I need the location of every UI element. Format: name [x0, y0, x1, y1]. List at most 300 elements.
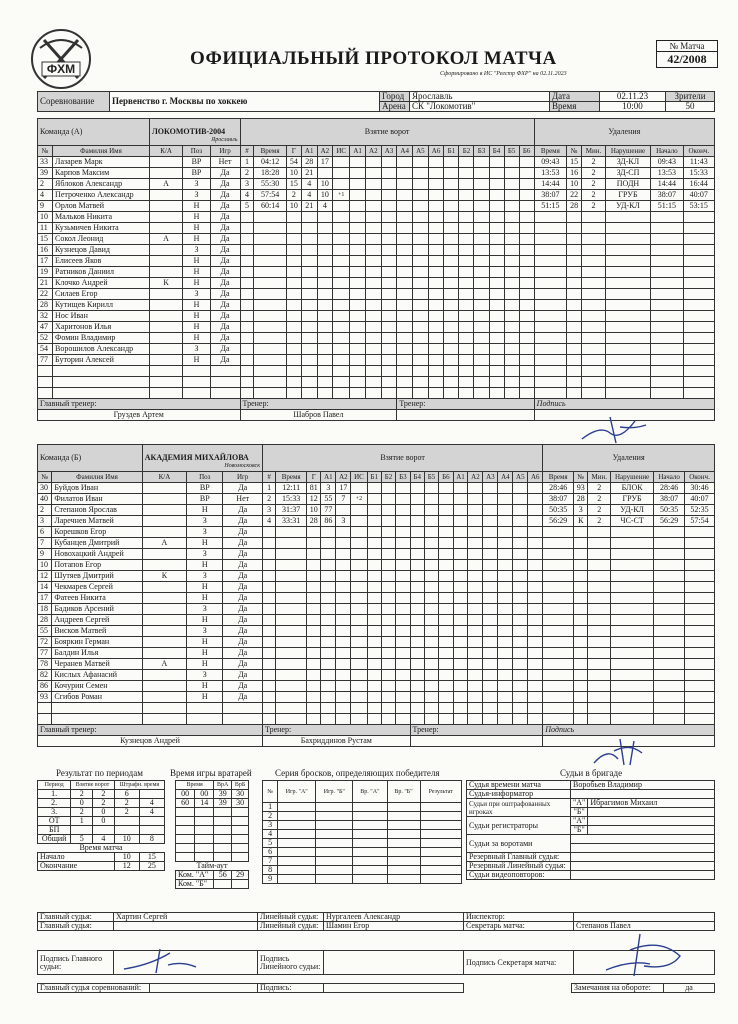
pen-violation: ГРУБ: [605, 190, 650, 201]
onice-cell: [513, 516, 528, 527]
player-ka: [149, 344, 182, 355]
pen-minutes: [588, 538, 611, 549]
time-judge-value: Воробьев Владимир: [571, 781, 715, 790]
onice-cell: [513, 615, 528, 626]
player-row: [38, 355, 715, 366]
goalie-min: [176, 835, 195, 844]
shootout-cell: [387, 848, 420, 857]
onice-cell: [367, 626, 381, 637]
goal-situation: [333, 179, 350, 190]
onice-cell: [528, 637, 543, 648]
onice-cell: [439, 560, 453, 571]
col-ka: К/А: [149, 146, 182, 157]
shootout-row: [263, 875, 462, 884]
onice-cell: [468, 604, 483, 615]
pen-start: [651, 245, 683, 256]
player-number: 47: [38, 322, 53, 333]
pen-player: [567, 377, 582, 388]
onice-cell: [474, 234, 489, 245]
goalie-a: [214, 826, 232, 835]
pen-start: [651, 333, 683, 344]
player-row: [38, 516, 715, 527]
player-pos: Н: [187, 659, 223, 670]
onice-cell: [528, 571, 543, 582]
pen-end: [683, 256, 714, 267]
onice-cell: [381, 648, 395, 659]
onice-cell: [498, 648, 513, 659]
goal-no: [240, 256, 254, 267]
player-row: [38, 190, 715, 201]
onice-cell: [519, 212, 534, 223]
page-subtitle: Сформировано в ИС "Реестр ФХР" на 02.11.2023: [440, 71, 567, 77]
pen-start: [651, 267, 683, 278]
player-name: Нос Иван: [53, 311, 150, 322]
goal-assist2: [317, 311, 333, 322]
onice-cell: [396, 505, 410, 516]
pen-violation: [611, 681, 654, 692]
onice-cell: [459, 289, 474, 300]
player-number: 33: [38, 157, 53, 168]
goalie-time-col: Время: [176, 781, 214, 790]
player-ka: [149, 300, 182, 311]
goalie-sec: [195, 808, 214, 817]
onice-cell: [367, 527, 381, 538]
player-ka: [149, 168, 182, 179]
onice-cell: [453, 582, 468, 593]
player-pos: Н: [183, 278, 210, 289]
onice-cell: [396, 615, 410, 626]
goal-situation: [333, 168, 350, 179]
player-played: Да: [210, 333, 240, 344]
pen-player: [567, 234, 582, 245]
onice-cell: [453, 670, 468, 681]
goal-assist2: [336, 571, 351, 582]
pen-violation: [605, 344, 650, 355]
goal-no: [263, 626, 276, 637]
onice-cell: [396, 483, 410, 494]
player-played: Да: [210, 179, 240, 190]
onice-cell: [350, 267, 366, 278]
pen-player: [574, 582, 588, 593]
match-number-label: № Матча: [657, 41, 717, 52]
onice-cell: [489, 190, 504, 201]
player-played: Да: [223, 626, 263, 637]
player-row: [38, 388, 715, 399]
goal-assist2: [336, 505, 351, 516]
onice-cell: [350, 168, 366, 179]
player-row: [38, 179, 715, 190]
pen-time: [543, 582, 574, 593]
player-played: Да: [210, 322, 240, 333]
period-row: [38, 817, 165, 826]
onice-cell: [498, 692, 513, 703]
shootout-col-0: №: [263, 781, 278, 803]
player-number: [38, 377, 53, 388]
player-ka: К: [142, 571, 186, 582]
pen-start: [651, 344, 683, 355]
player-name: Силаев Егор: [53, 289, 150, 300]
pen-minutes: [588, 659, 611, 670]
pen-start: [651, 223, 683, 234]
period-row: [38, 835, 165, 844]
onice-cell: [504, 278, 519, 289]
goal-no: [263, 615, 276, 626]
player-ka: А: [142, 538, 186, 549]
goal-situation: [333, 355, 350, 366]
onice-cell: [474, 388, 489, 399]
goal-time: [276, 604, 307, 615]
shootout-cell: [420, 866, 461, 875]
col-goal-13: А2: [468, 472, 483, 483]
goal-time: [254, 366, 286, 377]
player-ka: [149, 355, 182, 366]
player-row: [38, 648, 715, 659]
shootout-no: 5: [263, 839, 278, 848]
goal-time: [276, 527, 307, 538]
goal-scorer: 54: [286, 157, 301, 168]
pen-end: [683, 223, 714, 234]
goal-situation: [333, 234, 350, 245]
onice-cell: [397, 267, 413, 278]
player-name: Бояркин Герман: [52, 637, 142, 648]
player-row: [38, 505, 715, 516]
onice-cell: [381, 157, 397, 168]
onice-cell: [428, 311, 444, 322]
player-name: Потапов Егор: [52, 560, 142, 571]
goal-situation: [351, 692, 367, 703]
goal-assist2: [336, 681, 351, 692]
goal-time: [276, 659, 307, 670]
col-pen-3: Нарушение: [605, 146, 650, 157]
coach-2-value: [410, 736, 543, 747]
player-played: Да: [210, 245, 240, 256]
player-pos: [183, 366, 210, 377]
onice-cell: [513, 483, 528, 494]
shootout-cell: [278, 866, 316, 875]
player-name: Мальков Никита: [53, 212, 150, 223]
goalie-row: [176, 844, 249, 853]
goal-assist1: [301, 355, 317, 366]
goal-assist2: [336, 615, 351, 626]
onice-cell: [439, 571, 453, 582]
goalie-a-col: ВрА: [214, 781, 232, 790]
player-ka: [142, 560, 186, 571]
onice-cell: [483, 571, 498, 582]
onice-cell: [439, 714, 453, 725]
pen-player: 10: [567, 179, 582, 190]
period-pim-a: 10: [114, 835, 139, 844]
goal-time: [276, 714, 307, 725]
onice-cell: [365, 179, 381, 190]
pen-start: [651, 366, 683, 377]
pen-minutes: [588, 681, 611, 692]
goal-scorer: [286, 256, 301, 267]
period-name: 2.: [38, 799, 71, 808]
pen-start: 56:29: [654, 516, 685, 527]
onice-cell: [513, 670, 528, 681]
onice-cell: [519, 267, 534, 278]
main-judge-1: Хартин Сергей: [114, 913, 258, 922]
goal-time: [276, 615, 307, 626]
onice-cell: [504, 355, 519, 366]
onice-cell: [468, 648, 483, 659]
onice-cell: [424, 659, 438, 670]
city-label: Город: [380, 92, 410, 102]
onice-cell: [410, 593, 424, 604]
onice-cell: [424, 516, 438, 527]
timeout-title-row: [176, 862, 249, 871]
pen-player: [574, 692, 588, 703]
pen-start: [651, 300, 683, 311]
onice-cell: [453, 637, 468, 648]
goal-situation: [351, 538, 367, 549]
onice-cell: [397, 278, 413, 289]
time-judge-label: Судья времени матча: [467, 781, 571, 790]
onice-cell: [397, 212, 413, 223]
shootout-cell: [420, 830, 461, 839]
goal-assist2: [317, 388, 333, 399]
pen-player: [574, 549, 588, 560]
player-number: 6: [38, 527, 52, 538]
onice-cell: [489, 234, 504, 245]
player-row: [38, 582, 715, 593]
goalie-min: [176, 844, 195, 853]
onice-cell: [459, 179, 474, 190]
pen-minutes: [588, 637, 611, 648]
pen-violation: [611, 571, 654, 582]
onice-cell: [428, 245, 444, 256]
goal-time: [276, 560, 307, 571]
goal-time: [254, 311, 286, 322]
onice-cell: [367, 604, 381, 615]
onice-cell: [428, 267, 444, 278]
player-pos: Н: [183, 267, 210, 278]
goal-scorer: 28: [307, 516, 321, 527]
shootout-cell: [420, 821, 461, 830]
goalie-min: [176, 817, 195, 826]
onice-cell: [444, 289, 459, 300]
time-value: 10:00: [600, 102, 666, 112]
periods-table: [37, 780, 165, 871]
onice-cell: [381, 560, 395, 571]
shootout-no: 8: [263, 866, 278, 875]
onice-cell: [424, 527, 438, 538]
goal-time: [254, 333, 286, 344]
onice-cell: [381, 714, 395, 725]
onice-cell: [504, 311, 519, 322]
inspector-label: Инспектор:: [464, 913, 574, 922]
goal-scorer: [307, 670, 321, 681]
shootout-title: Серия бросков, определяющих победителя: [275, 768, 440, 778]
onice-cell: [453, 571, 468, 582]
onice-cell: [367, 714, 381, 725]
period-pim-b: [139, 826, 164, 835]
onice-cell: [468, 505, 483, 516]
onice-cell: [381, 659, 395, 670]
player-row: [38, 322, 715, 333]
onice-cell: [474, 300, 489, 311]
onice-cell: [504, 223, 519, 234]
onice-cell: [498, 483, 513, 494]
onice-cell: [474, 366, 489, 377]
pen-minutes: [582, 267, 606, 278]
reserve-main-label: Резервный Главный судья:: [467, 853, 571, 862]
shootout-cell: [278, 830, 316, 839]
onice-cell: [459, 267, 474, 278]
onice-cell: [365, 201, 381, 212]
goalie-min: [176, 826, 195, 835]
onice-cell: [410, 549, 424, 560]
pen-violation: [611, 582, 654, 593]
match-start-h: 10: [114, 853, 139, 862]
competition-value: Первенство г. Москвы по хоккею: [110, 92, 380, 112]
onice-cell: [350, 300, 366, 311]
pen-end: [685, 604, 715, 615]
col-pen-1: №: [574, 472, 588, 483]
goal-situation: [333, 300, 350, 311]
onice-cell: [410, 582, 424, 593]
onice-cell: [381, 190, 397, 201]
onice-cell: [381, 223, 397, 234]
sig-line-label: Подпись Линейного судьи:: [258, 951, 324, 975]
goal-no: [240, 267, 254, 278]
pen-end: [685, 648, 715, 659]
player-name: Кутищев Кирилл: [53, 300, 150, 311]
pen-minutes: [588, 560, 611, 571]
onice-cell: [504, 168, 519, 179]
onice-cell: [365, 300, 381, 311]
goal-assist2: [336, 637, 351, 648]
onice-cell: [513, 527, 528, 538]
goal-scorer: 2: [286, 190, 301, 201]
onice-cell: [439, 549, 453, 560]
player-pos: Н: [187, 505, 223, 516]
player-ka: [142, 615, 186, 626]
player-row: [38, 637, 715, 648]
onice-cell: [468, 714, 483, 725]
onice-cell: [513, 494, 528, 505]
player-played: Да: [223, 538, 263, 549]
player-played: Да: [223, 670, 263, 681]
goal-no: 4: [240, 190, 254, 201]
informer-label: Судья-информатор: [467, 790, 571, 799]
onice-cell: [504, 256, 519, 267]
pen-end: [683, 311, 714, 322]
goal-assist1: [321, 681, 336, 692]
goal-time: [276, 593, 307, 604]
col-goal-10: А5: [413, 146, 429, 157]
onice-cell: [468, 571, 483, 582]
pen-minutes: [582, 234, 606, 245]
pen-violation: УД-КЛ: [611, 505, 654, 516]
onice-cell: [513, 593, 528, 604]
goal-no: 5: [240, 201, 254, 212]
period-goals-a: 5: [71, 835, 93, 844]
onice-cell: [459, 278, 474, 289]
player-name: Буторин Алексей: [53, 355, 150, 366]
player-name: Новохацкий Андрей: [52, 549, 142, 560]
goal-time: [254, 377, 286, 388]
shootout-cell: [387, 812, 420, 821]
onice-cell: [513, 703, 528, 714]
col-goal-4: А2: [317, 146, 333, 157]
goal-scorer: [286, 223, 301, 234]
onice-cell: [459, 190, 474, 201]
player-row: [38, 212, 715, 223]
onice-cell: [453, 626, 468, 637]
player-ka: [149, 366, 182, 377]
onice-cell: [513, 560, 528, 571]
coach-label: Тренер:: [240, 399, 397, 410]
pen-player: К: [574, 516, 588, 527]
goal-assist2: [317, 212, 333, 223]
goal-situation: [333, 278, 350, 289]
goal-situation: [333, 289, 350, 300]
goal-assist2: [317, 322, 333, 333]
goal-scorer: [286, 212, 301, 223]
periods-title: Результат по периодам: [56, 768, 143, 778]
pen-minutes: [588, 692, 611, 703]
player-played: Да: [210, 190, 240, 201]
player-name: Яблоков Александр: [53, 179, 150, 190]
onice-cell: [397, 300, 413, 311]
pen-player: [567, 300, 582, 311]
pen-player: 28: [567, 201, 582, 212]
pen-violation: ЧС-СТ: [611, 516, 654, 527]
onice-cell: [504, 366, 519, 377]
pen-violation: [611, 703, 654, 714]
player-row: [38, 494, 715, 505]
player-name: Висков Матвей: [52, 626, 142, 637]
team-header-row: [38, 119, 715, 146]
goal-no: [240, 322, 254, 333]
pen-time: [543, 615, 574, 626]
shootout-cell: [316, 848, 353, 857]
onice-cell: [444, 333, 459, 344]
goal-situation: [351, 659, 367, 670]
onice-cell: [528, 648, 543, 659]
svg-text:ФХМ: ФХМ: [46, 62, 76, 76]
player-ka: [149, 157, 182, 168]
onice-cell: [483, 714, 498, 725]
onice-cell: [381, 516, 395, 527]
player-number: 7: [38, 538, 52, 549]
line-judge-1: Нургалеев Александр: [324, 913, 464, 922]
onice-cell: [528, 516, 543, 527]
onice-cell: [410, 604, 424, 615]
pen-end: [683, 245, 714, 256]
player-ka: А: [142, 659, 186, 670]
onice-cell: [483, 582, 498, 593]
player-number: 4: [38, 190, 53, 201]
onice-cell: [513, 582, 528, 593]
onice-cell: [519, 366, 534, 377]
onice-cell: [444, 179, 459, 190]
pen-time: [543, 604, 574, 615]
pen-minutes: [582, 311, 606, 322]
onice-cell: [381, 505, 395, 516]
period-goals-col: Взятие ворот: [71, 781, 114, 790]
goal-situation: [333, 311, 350, 322]
onice-cell: [367, 681, 381, 692]
shootout-no: 3: [263, 821, 278, 830]
comp-judge-label: Главный судья соревнований:: [38, 984, 150, 993]
col-goal-12: А1: [453, 472, 468, 483]
onice-cell: [350, 366, 366, 377]
shootout-cell: [387, 803, 420, 812]
pen-end: [685, 659, 715, 670]
onice-cell: [519, 333, 534, 344]
